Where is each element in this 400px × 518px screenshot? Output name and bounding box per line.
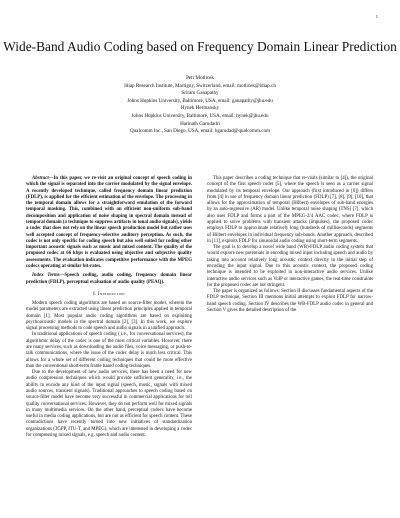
paragraph: This paper describes a coding technique that re-visits (similar to [4]), the original concept of the first speech coder [5], where the speech is seen as a carrier signal modulated by its temporal envelope. Our approach (first introduced in [6]) differs from [4] in use of frequency domain linear prediction (FDLP) [7], [8], [9], [10], that allows for the approximation of temporal (Hilbert) envelopes of sub-band energies by an auto-regressive (AR) model. Unlike temporal noise shaping (TNS) [7], which also uses FDLP and forms a part of the MPEG-2/4 AAC codec, where FDLP is applied to solve problems with transient attacks (impulses), the proposed codec employs FDLP to approximate relatively long (hundreds of milliseconds) segments of Hilbert envelopes in individual frequency sub-bands. Another approach, described in [11], exploits FDLP for sinusoidal audio coding using short-term segments.: [207, 176, 373, 244]
abstract-text: —In this paper, we re-visit an original concept of speech coding in which the signal is separated into the carrier modulated by the signal envelope. A recently developed technique, called frequency domain linear prediction (FDLP), is applied for the efficient estimation of the envelope. The processing in the temporal domain allows for a straightforward emulation of the forward temporal masking. This, combined with an efficient non-uniform sub-band decomposition and application of noise shaping in spectral domain instead of temporal domain (a technique to suppress artifacts in tonal audio signals), yields a codec that does not rely on the linear speech production model but rather uses well accepted concept of frequency-selective auditory perception. As such, the codec is not only specific for coding speech but also well suited for coding other important acoustic signals such as music and mixed content. The quality of the proposed codec at 66 kbps is evaluated using objective and subjective quality assessments. The evaluation indicates competitive performance with the MPEG codecs operating at similar bit-rates.: [26, 176, 192, 269]
index-terms-text: —Speech coding, audio coding, frequency domain linear prediction (FDLP), perceptual evaluation of audio quality (PEAQ).: [26, 273, 192, 285]
index-terms-lead: Index Terms: [32, 273, 60, 279]
abstract-lead: Abstract: [32, 176, 49, 181]
paragraph: In traditional applications of speech coding ( i.e., for conversational services), the algorithmic delay of the codec is one of the most critical variables. However, there are many services, such as downloading the audio files, voice messaging, or push-to-talk communications, where the issue of the codec delay is much less critical. This allows for a whole set of different coding techniques that could be more effective than the conventional short-term frame based coding techniques.: [26, 332, 192, 369]
paragraph: The goal is to develop a novel wide band (WB)-FDLP audio coding system that would explore new potentials in encoding mixed input including speech and audio by taking into account relatively long acoustic context directly in the initial step of encoding the input signal. Due to this acoustic context, the proposed coding technique is intended to be exploited in non-interactive audio services. Unlike interactive audio services such as VoIP or interactive games, the real-time constraints for the proposed codec are not stringent.: [207, 245, 373, 288]
author-block: [0, 75, 400, 136]
author-name: Sriram Ganapathy: [181, 90, 219, 97]
author-name: Hynek Hermansky: [180, 105, 220, 112]
author-name: Petr Motlicek: [186, 75, 214, 81]
author-affiliation: Johns Hopkins University, Baltimore, USA, email: hynek@jhu.edu: [131, 112, 269, 119]
paper-title: Wide-Band Audio Coding based on Frequency Domain Linear Prediction: [3, 39, 397, 54]
abstract: [26, 176, 192, 270]
index-terms: [26, 273, 192, 286]
author-affiliation: Idiap Research Institute, Martigny, Switzerland, email: motlicek@idiap.ch: [124, 82, 276, 89]
right-column: [207, 176, 373, 314]
page-number: 1: [375, 14, 378, 19]
author-affiliation: Johns Hopkins University, Baltimore, USA, email: ganapathy@jhu.edu: [127, 97, 273, 104]
paragraph: Modern speech coding algorithms are based on source-filter model, wherein the model parameters are extracted using linear prediction principles applied in temporal domain [1]. Most popular audio coding algorithms are based on exploiting psychoacoustic models in the spectral domain [2], [3]. In this work, we explore signal processing methods to code speech and audio signals in a unified approach.: [26, 301, 192, 332]
left-column: [26, 176, 192, 439]
section-heading: I. Introduction: [93, 291, 125, 297]
paragraph: Due to the development of new audio services, there has been a need for new audio compression techniques which would provide sufficient generality, i.e., the ability to encode any kind of the input signal (speech, music, signals with mixed audio sources, transient signals). Traditional approaches to speech coding based on source-filter model have become very successful in commercial applications for toll quality conversational services. However, they do not perform well for mixed signals in many multimedia services. On the other hand, perceptual codecs have become useful in media coding applications, but are not as efficient for speech content. These contradictions have recently turned into new initiatives of standardization organizations (3GPP, ITU-T, and MPEG), which are interested in developing a codec for compressing mixed signals, e.g. speech and audio content.: [26, 370, 192, 438]
author-name: Harinath Garudadri: [180, 120, 220, 127]
author-affiliation: Qualcomm Inc., San Diego, USA, email: hgarudad@qualcomm.com: [129, 128, 271, 135]
paragraph: The paper is organized as follows: Section II discusses fundamental aspects of the FDLP technique, Section III mentions initial attempts to exploit FDLP for narrow-band speech coding. Section IV describes the WB-FDLP audio codec in general and Section V gives the detailed description of the: [207, 289, 373, 313]
